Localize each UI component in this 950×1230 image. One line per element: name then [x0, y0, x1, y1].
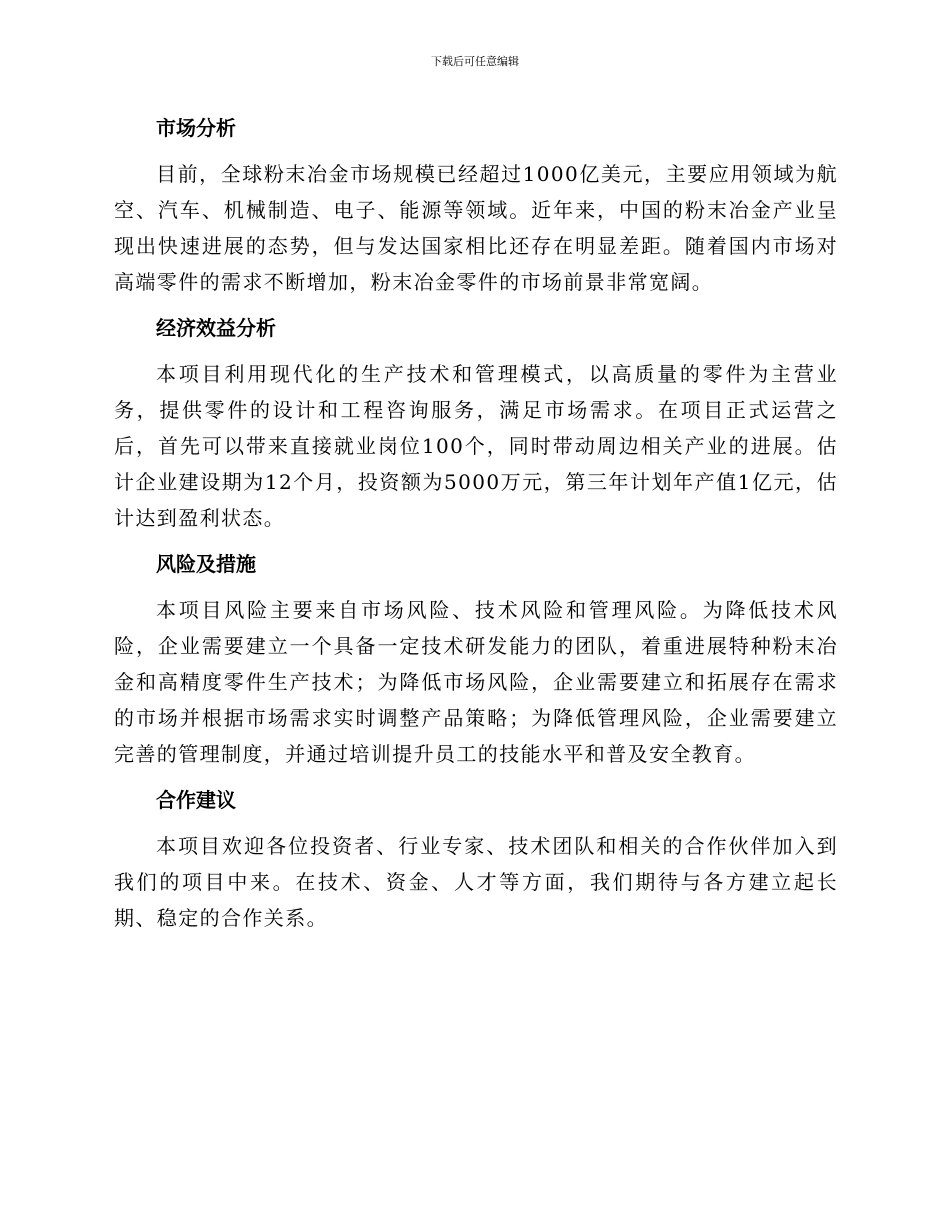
page-header: 下载后可任意编辑 [431, 55, 519, 68]
section-heading: 市场分析 [156, 116, 236, 140]
section-paragraph: 本项目风险主要来自市场风险、技术风险和管理风险。为降低技术风险，企业需要建立一个具备一定技术研发能力的团队，着重进展特种粉末冶金和高精度零件生产技术；为降低市场风险，企业需要建立和拓展存在需求的市场并根据市场需求实时调整产品策略；为降低管理风险，企业需要建立完善的管理制度，并通过培训提升员工的技能水平和普及安全教育。 [114, 598, 838, 766]
section-market-analysis [114, 110, 838, 310]
section-heading: 合作建议 [156, 788, 236, 812]
section-heading: 风险及措施 [156, 552, 256, 576]
document-content [114, 110, 838, 936]
section-heading: 经济效益分析 [156, 316, 276, 340]
section-paragraph: 本项目利用现代化的生产技术和管理模式，以高质量的零件为主营业务，提供零件的设计和工程咨询服务，满足市场需求。在项目正式运营之后，首先可以带来直接就业岗位100个，同时带动周边相关产业的进展。估计企业建设期为12个月，投资额为5000万元，第三年计划年产值1亿元，估计达到盈利状态。 [114, 362, 838, 530]
section-paragraph: 目前，全球粉末冶金市场规模已经超过1000亿美元，主要应用领域为航空、汽车、机械制造、电子、能源等领域。近年来，中国的粉末冶金产业呈现出快速进展的态势，但与发达国家相比还存在明显差距。随着国内市场对高端零件的需求不断增加，粉末冶金零件的市场前景非常宽阔。 [114, 162, 838, 294]
section-risk-measures [114, 546, 838, 782]
section-cooperation [114, 782, 838, 936]
section-paragraph: 本项目欢迎各位投资者、行业专家、技术团队和相关的合作伙伴加入到我们的项目中来。在技术、资金、人才等方面，我们期待与各方建立起长期、稳定的合作关系。 [114, 834, 838, 930]
section-economic-benefit [114, 310, 838, 546]
